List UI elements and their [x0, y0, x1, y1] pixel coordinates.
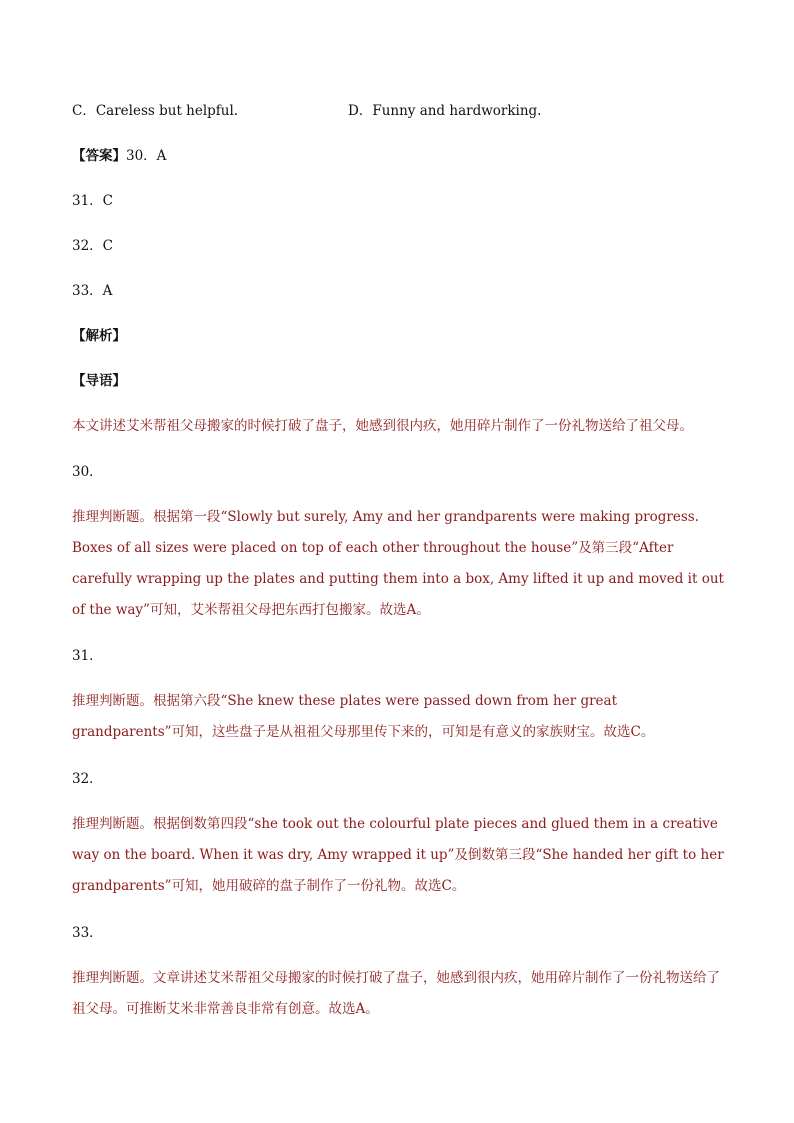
analysis-label: 【解析】: [72, 328, 126, 344]
intro-text: 本文讲述艾米帮祖父母搬家的时候打破了盘子，她感到很内疚，她用碎片制作了一份礼物送给了祖父母。: [72, 418, 693, 434]
question-33-explanation: 推理判断题。文章讲述艾米帮祖父母搬家的时候打破了盘子，她感到很内疚，她用碎片制作了一份礼物送给了祖父母。可推断艾米非常善良非常有创意。故选A。: [72, 970, 720, 1017]
answer-30: 30．A: [126, 148, 167, 164]
question-32-number: 32．: [72, 771, 103, 787]
option-d: D．Funny and hardworking.: [348, 103, 542, 119]
answer-31: 31．C: [72, 193, 114, 209]
answer-33: 33．A: [72, 283, 113, 299]
question-32-explanation: 推理判断题。根据倒数第四段“she took out the colourful plate pieces and glued them in a creative way on the board. When it was dry, Amy wrapped it up”及倒数第三段“She handed her gift to her grandparents”可知，她用破碎的盘子制作了一份礼物。故选C。: [72, 816, 724, 894]
question-30-explanation: 推理判断题。根据第一段“Slowly but surely, Amy and her grandparents were making progress. Boxes of all sizes were placed on top of each other throughout the house”及第三段“After carefully wrapping up the plates and putting them into a box, Amy lifted it up and moved it out of the way”可知，艾米帮祖父母把东西打包搬家。故选A。: [72, 509, 724, 618]
answer-line: [72, 147, 166, 165]
answer-label: 【答案】: [72, 148, 126, 164]
question-30-number: 30．: [72, 464, 103, 480]
intro-label: 【导语】: [72, 373, 126, 389]
answer-32: 32．C: [72, 238, 114, 254]
question-33-number: 33．: [72, 925, 103, 941]
option-c: C．Careless but helpful.: [72, 103, 239, 119]
question-31-explanation: 推理判断题。根据第六段“She knew these plates were passed down from her great grandparents”可知，这些盘子是从祖祖父母那里传下来的，可知是有意义的家族财宝。故选C。: [72, 693, 655, 740]
question-31-number: 31．: [72, 648, 103, 664]
